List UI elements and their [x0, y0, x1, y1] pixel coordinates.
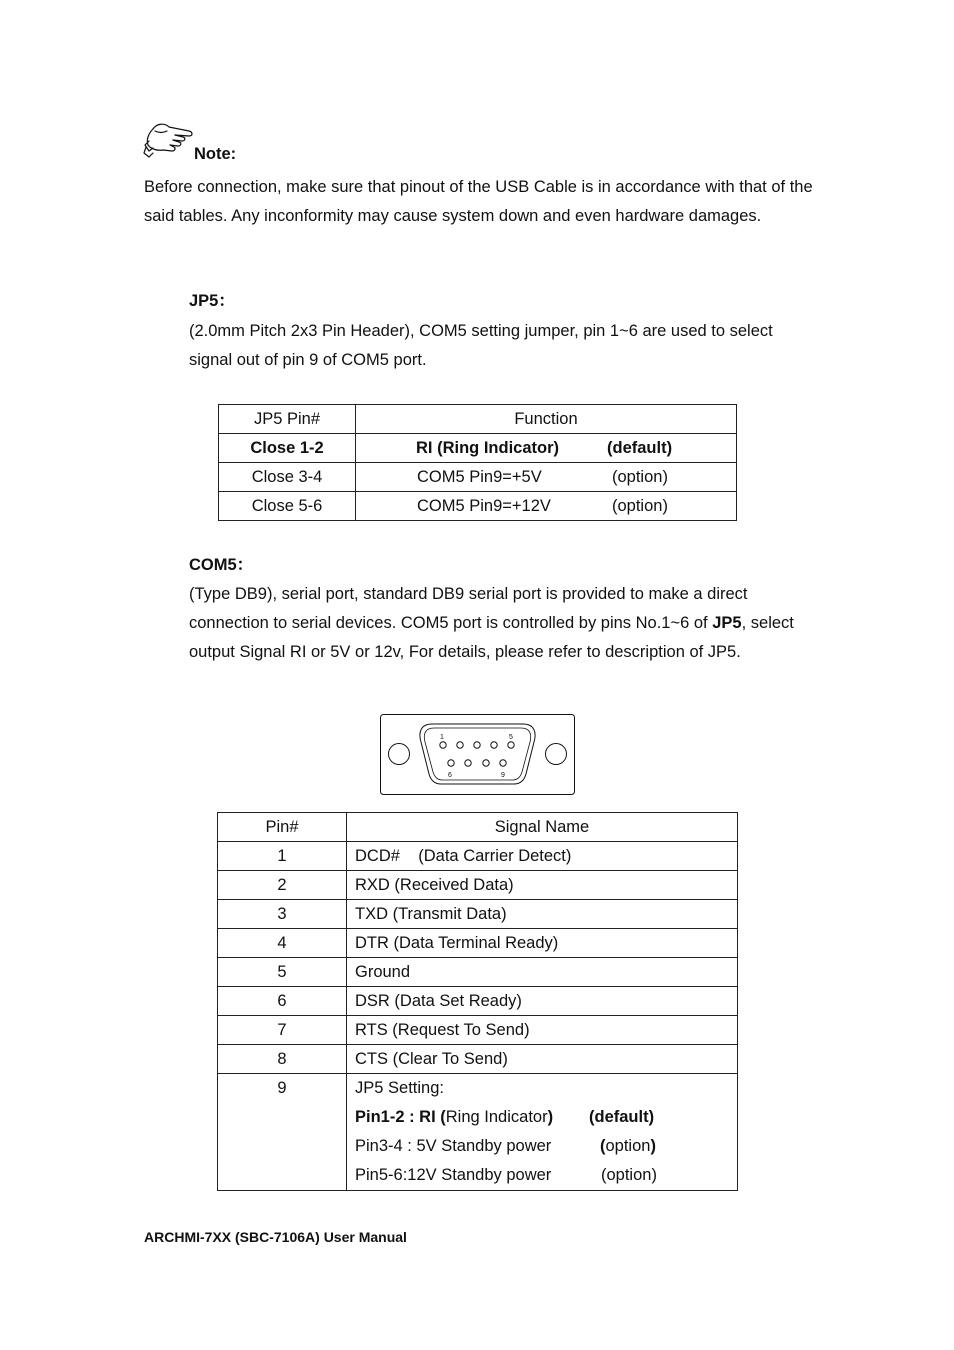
- table-row: [218, 958, 738, 987]
- com5-desc-text: , select output Signal RI or 5V or 12v, For details, please refer to description of JP5.: [189, 614, 794, 661]
- pin-cell: 2: [218, 871, 347, 900]
- pin-cell: Close 1-2: [219, 434, 356, 463]
- setting-bold: ): [650, 1137, 656, 1155]
- pin-cell: 5: [218, 958, 347, 987]
- function-cell: [356, 434, 737, 463]
- com5-description: [189, 580, 817, 667]
- jp5-setting-line: [355, 1132, 729, 1161]
- option-text: (option): [612, 496, 668, 515]
- function-text: COM5 Pin9=+5V: [417, 467, 542, 486]
- signal-cell: CTS (Clear To Send): [347, 1045, 738, 1074]
- jp5-description: (2.0mm Pitch 2x3 Pin Header), COM5 setting jumper, pin 1~6 are used to select signal out of pin 9 of COM5 port.: [189, 322, 773, 369]
- header-cell: Pin#: [218, 813, 347, 842]
- pin-cell: 3: [218, 900, 347, 929]
- pin-hole: [491, 742, 497, 748]
- pin-label-9: 9: [501, 772, 505, 779]
- setting-text: Pin5-6:12V Standby power: [355, 1166, 552, 1184]
- function-cell: [356, 492, 737, 521]
- pin-hole: [483, 760, 489, 766]
- signal-cell: TXD (Transmit Data): [347, 900, 738, 929]
- setting-bold: ): [547, 1108, 554, 1126]
- signal-cell: RXD (Received Data): [347, 871, 738, 900]
- pin-label-6: 6: [448, 772, 452, 779]
- com5-pin-table: [217, 812, 738, 1191]
- table-row: [218, 1045, 738, 1074]
- setting-text: Pin3-4 : 5V Standby power: [355, 1137, 552, 1155]
- pin-hole: [508, 742, 514, 748]
- table-row: [218, 900, 738, 929]
- setting-option: option: [605, 1137, 651, 1155]
- signal-cell: DSR (Data Set Ready): [347, 987, 738, 1016]
- pin-hole: [474, 742, 480, 748]
- option-text: (option): [612, 467, 668, 486]
- pin-cell: 7: [218, 1016, 347, 1045]
- setting-text: Ring Indicator: [445, 1108, 548, 1126]
- setting-option: (default): [589, 1108, 655, 1126]
- pin-label-1: 1: [440, 734, 444, 741]
- pin-hole: [440, 742, 446, 748]
- note-hand-icon: [143, 121, 195, 163]
- pin-cell: 8: [218, 1045, 347, 1074]
- pin-hole: [457, 742, 463, 748]
- com5-desc-bold: JP5: [712, 614, 742, 632]
- table-row: [219, 463, 737, 492]
- note-text: Before connection, make sure that pinout of the USB Cable is in accordance with that of the said tables. Any inconformity may cause system down and even hardware damages.: [144, 178, 813, 225]
- table-row: [218, 929, 738, 958]
- function-text: COM5 Pin9=+12V: [417, 496, 551, 515]
- signal-cell: DTR (Data Terminal Ready): [347, 929, 738, 958]
- pin-cell: 6: [218, 987, 347, 1016]
- pin-cell: [218, 1074, 347, 1191]
- table-row: [218, 871, 738, 900]
- jp5-table: [218, 404, 737, 521]
- option-text: (default): [607, 438, 673, 457]
- signal-cell: Ground: [347, 958, 738, 987]
- pin-cell: 1: [218, 842, 347, 871]
- db9-connector-diagram: [380, 714, 575, 795]
- pin-cell: Close 5-6: [219, 492, 356, 521]
- table-row: [219, 492, 737, 521]
- pin-cell: Close 3-4: [219, 463, 356, 492]
- function-cell: [356, 463, 737, 492]
- jp5-setting-label: JP5 Setting:: [355, 1079, 444, 1097]
- table-row: [219, 434, 737, 463]
- header-cell: JP5 Pin#: [219, 405, 356, 434]
- signal-cell: DCD# (Data Carrier Detect): [347, 842, 738, 871]
- jp5-setting-line: [355, 1103, 729, 1132]
- table-row: [218, 842, 738, 871]
- com5-desc-text: (Type DB9), serial port, standard DB9 serial port is provided to make a direct connection to serial devices. COM5 port is controlled by pins No.1~6 of: [189, 585, 748, 632]
- setting-option: (option): [601, 1166, 657, 1184]
- page-footer: ARCHMI-7XX (SBC-7106A) User Manual: [144, 1229, 407, 1245]
- table-header-row: [219, 405, 737, 434]
- note-title: Note:: [194, 145, 237, 163]
- header-cell: Function: [356, 405, 737, 434]
- pin-label-5: 5: [509, 734, 513, 741]
- table-row: [218, 987, 738, 1016]
- pin-hole: [465, 760, 471, 766]
- setting-bold: (: [600, 1137, 606, 1155]
- table-header-row: [218, 813, 738, 842]
- pin-hole: [448, 760, 454, 766]
- pin-number: 9: [277, 1079, 287, 1097]
- function-text: RI (Ring Indicator): [416, 438, 559, 457]
- header-cell: Signal Name: [347, 813, 738, 842]
- table-row: [218, 1074, 738, 1191]
- pin-cell: 4: [218, 929, 347, 958]
- signal-cell: RTS (Request To Send): [347, 1016, 738, 1045]
- signal-cell: [347, 1074, 738, 1191]
- jp5-heading: JP5：: [189, 292, 235, 310]
- com5-heading: COM5：: [189, 556, 254, 574]
- setting-bold: Pin1-2 : RI (: [355, 1108, 446, 1126]
- jp5-setting-line: [355, 1161, 729, 1190]
- table-row: [218, 1016, 738, 1045]
- pin-hole: [500, 760, 506, 766]
